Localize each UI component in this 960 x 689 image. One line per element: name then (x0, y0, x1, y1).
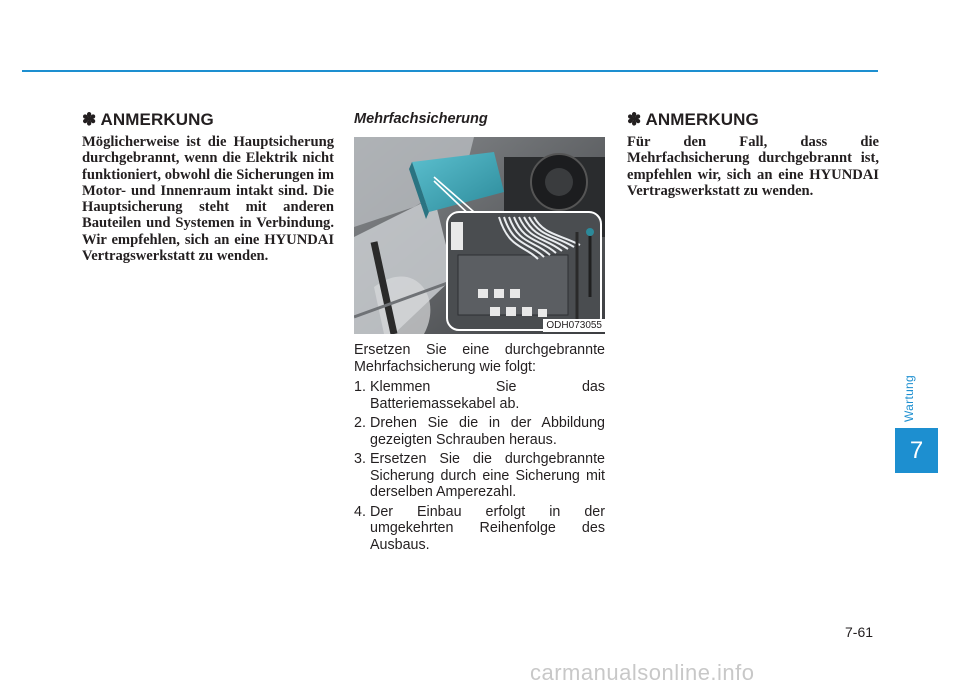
top-rule (22, 70, 878, 72)
note-left (82, 107, 334, 264)
steps-list (354, 379, 605, 553)
step-text: Drehen Sie die in der Abbildung gezeigten Schrauben heraus. (370, 415, 605, 448)
step-text: Der Einbau erfolgt in der umgekehrten Reihenfolge des Ausbaus. (370, 503, 605, 553)
engine-bay-illustration (354, 137, 605, 334)
step-2 (354, 415, 605, 448)
step-3 (354, 451, 605, 501)
step-number: 4. (354, 503, 366, 520)
chapter-tab: 7 (895, 428, 938, 473)
watermark: carmanualsonline.info (530, 660, 755, 685)
step-text: Ersetzen Sie die durchgebrannte Sicherung durch eine Sicherung mit derselben Amperezahl. (370, 451, 605, 500)
step-number: 1. (354, 379, 366, 395)
fuse-row-upper (478, 289, 520, 298)
note-heading: ✽ ANMERKUNG (82, 110, 214, 129)
figure-code: ODH073055 (543, 319, 605, 332)
engine-bay-figure (354, 137, 605, 334)
note-heading: ✽ ANMERKUNG (627, 110, 759, 129)
note-text: Möglicherweise ist die Hauptsicherung durchgebrannt, wenn die Elektrik nicht funktioniert, obwohl die Sicherungen im Motor- und Innenraum intakt sind. Die Hauptsicherung steht mit anderen Bauteilen und Systemen in Verbindung. Wir empfehlen, sich an eine HYUNDAI Vertragswerkstatt zu wenden. (82, 134, 334, 265)
step-number: 3. (354, 451, 366, 467)
step-text: Klemmen Sie das Batteriemassekabel ab. (370, 379, 605, 412)
multifuse-section (354, 107, 605, 556)
step-number: 2. (354, 415, 366, 431)
section-title: Mehrfachsicherung (354, 111, 488, 127)
section-label: Wartung (902, 374, 916, 422)
note-text: Für den Fall, dass die Mehrfachsicherung durchgebrannt ist, empfehlen wir, sich an eine HYUNDAI Vertragswerkstatt zu wenden. (627, 134, 879, 199)
page-number: 7-61 (845, 624, 874, 640)
intro-text: Ersetzen Sie eine durchgebrannte Mehrfachsicherung wie folgt: (354, 342, 605, 375)
note-right (627, 107, 879, 199)
step-1 (354, 379, 605, 412)
step-4 (354, 504, 605, 554)
